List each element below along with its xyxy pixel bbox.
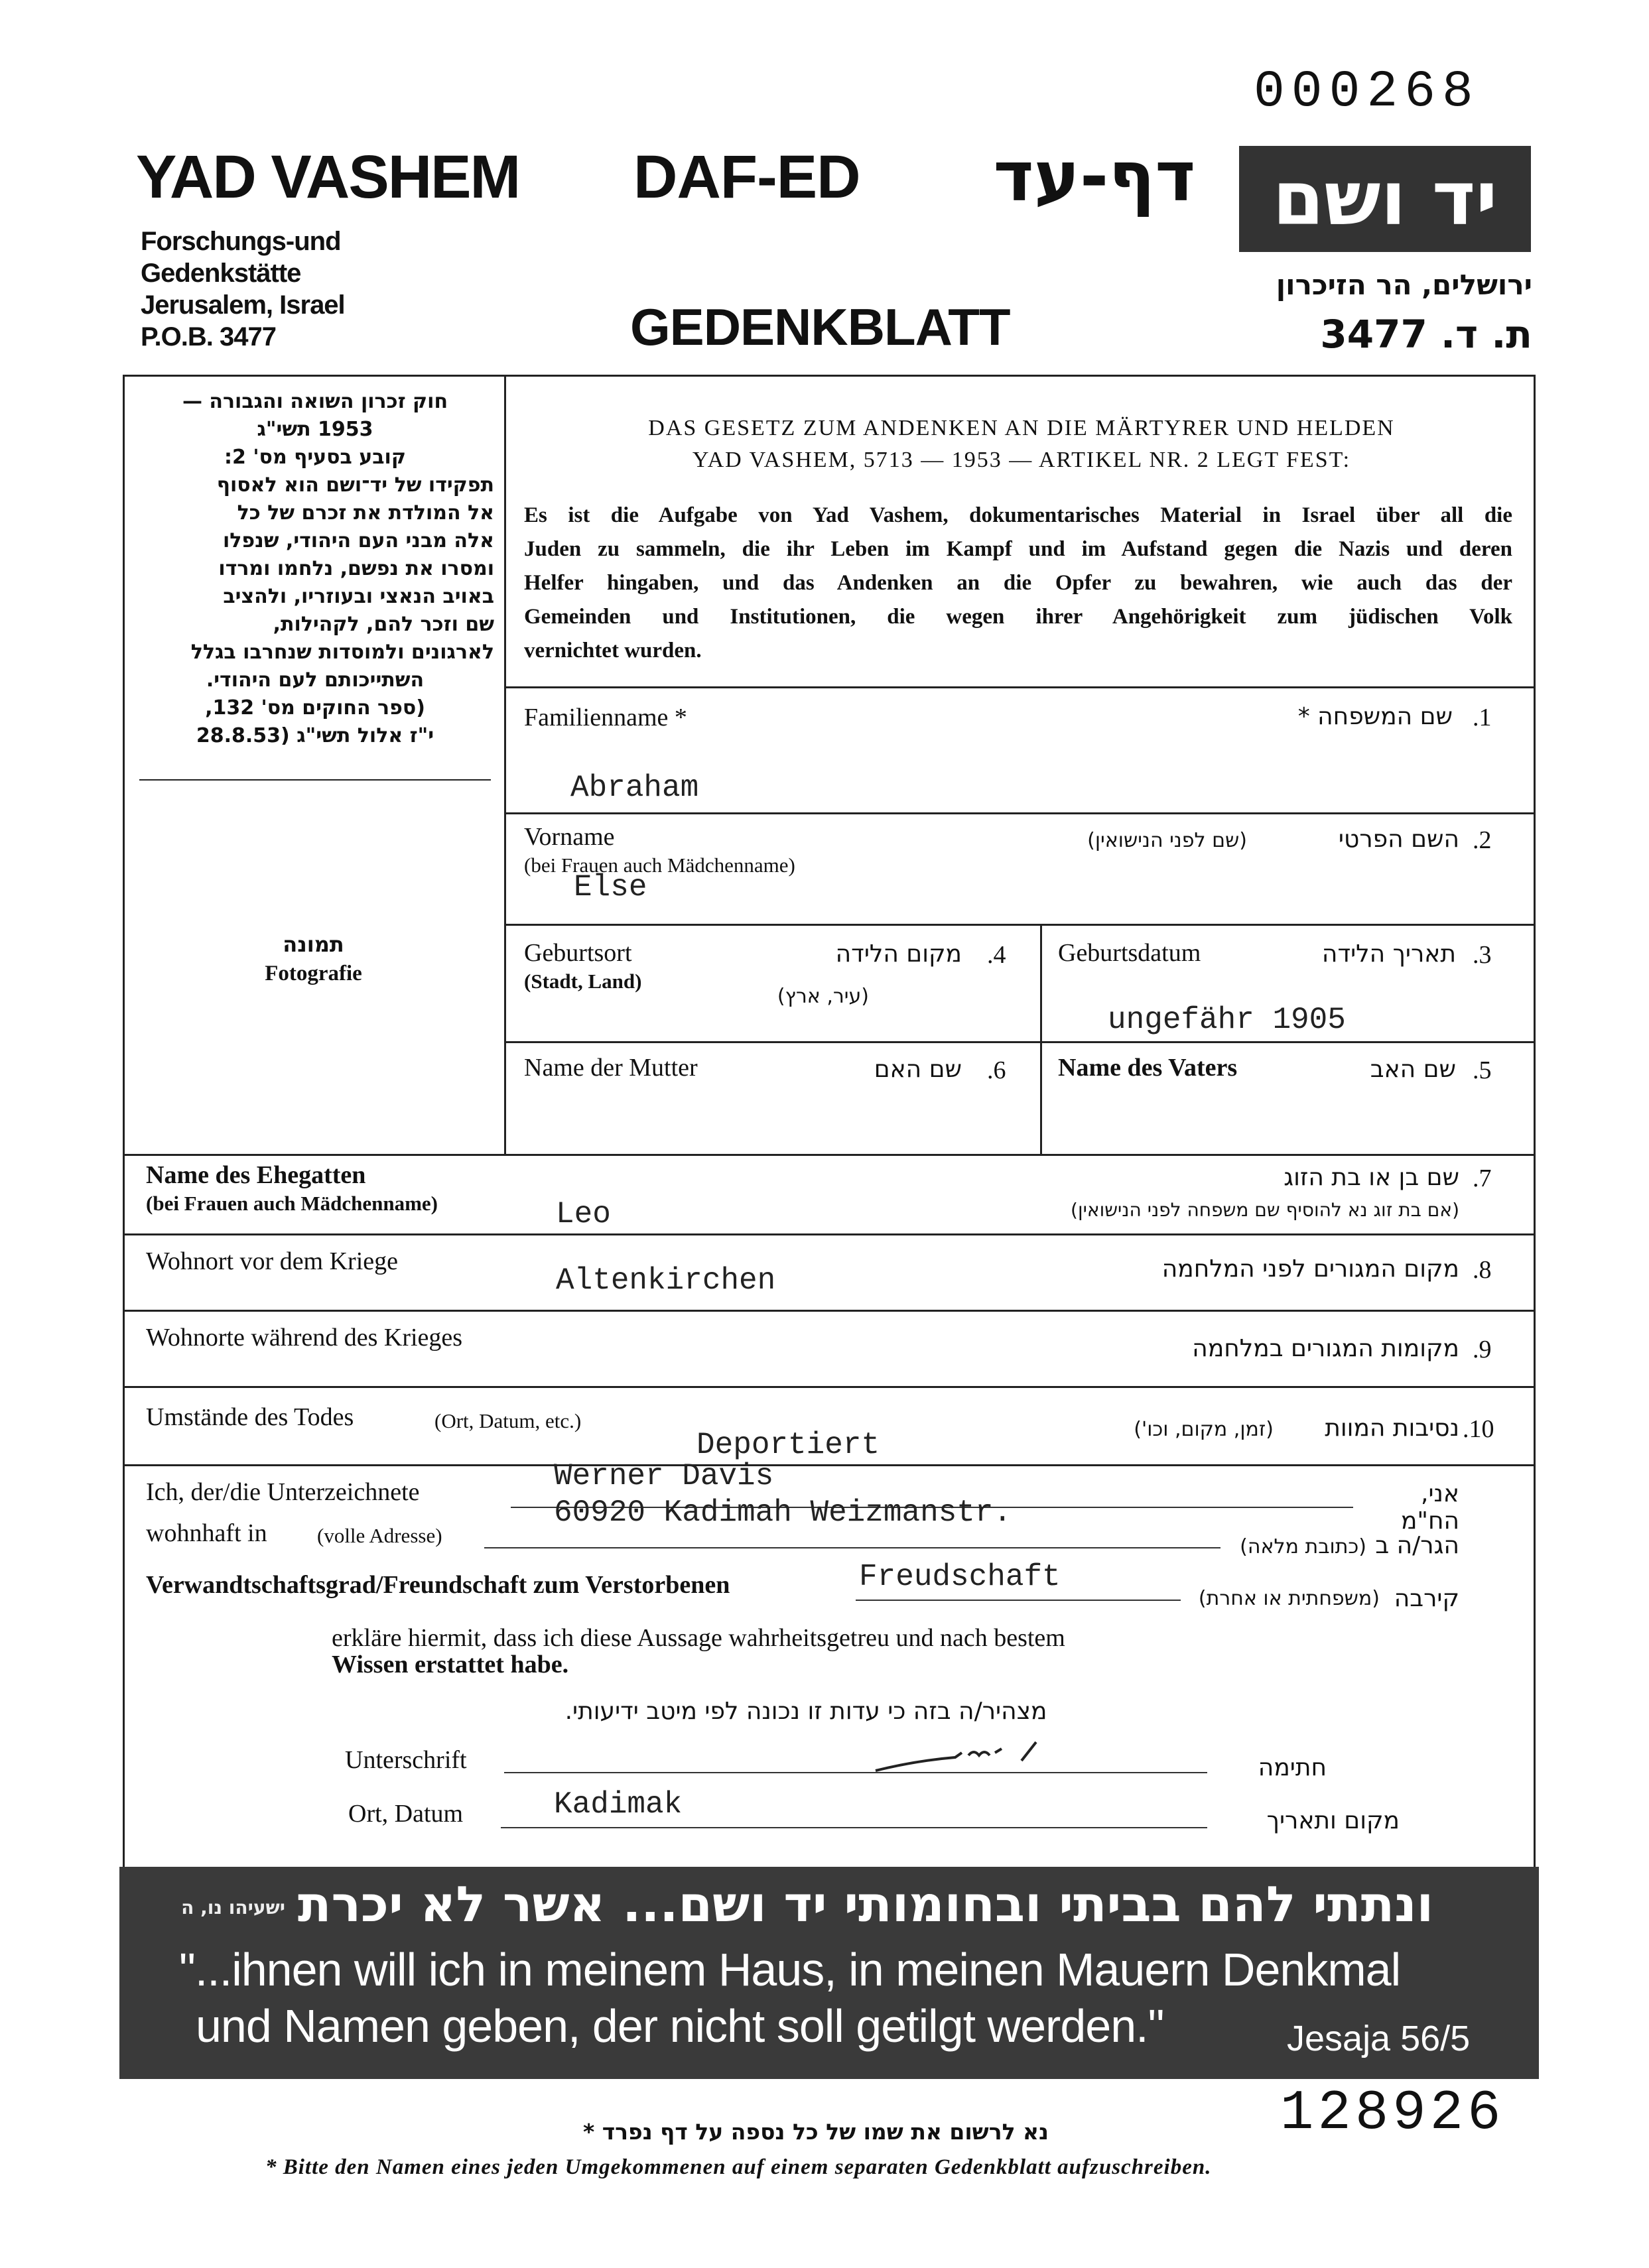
field-number: .5 bbox=[1473, 1056, 1492, 1084]
law-title-line: YAD VASHEM, 5713 — 1953 — ARTIKEL NR. 2 LEGT FEST: bbox=[692, 448, 1351, 472]
spouse-sublabel: (bei Frauen auch Mädchenname) bbox=[146, 1192, 438, 1215]
place-date-value: Kadimak bbox=[554, 1787, 683, 1822]
field-number: .9 bbox=[1473, 1336, 1492, 1363]
photo-label-de: Fotografie bbox=[265, 962, 362, 985]
birth-date-value: ungefähr 1905 bbox=[1108, 1003, 1346, 1037]
law-line: קובע בסעיף מס' 2: bbox=[224, 446, 406, 469]
field-number: .7 bbox=[1473, 1165, 1492, 1192]
field-number: .6 bbox=[987, 1056, 1006, 1084]
death-label: Umstände des Todes bbox=[146, 1403, 354, 1431]
field-number: .2 bbox=[1473, 826, 1492, 854]
residence-during-label-he: מקומות המגורים במלחמה bbox=[1192, 1335, 1459, 1362]
law-line: (ספר החוקים מס' 132, bbox=[205, 696, 425, 720]
relation-label: Verwandtschaftsgrad/Freundschaft zum Verstorbenen bbox=[146, 1571, 730, 1599]
document-number: 000268 bbox=[1254, 63, 1480, 121]
row-divider bbox=[504, 686, 1536, 688]
declarant-name-label: Ich, der/die Unterzeichnete bbox=[146, 1478, 420, 1506]
family-name-label: Familienname * bbox=[524, 704, 687, 731]
logo-text: יד ושם bbox=[1272, 156, 1498, 242]
field-number: .10 bbox=[1463, 1415, 1494, 1443]
law-text-line: Es ist die Aufgabe von Yad Vashem, dokumentarisches Material in Israel über all die bbox=[524, 503, 1512, 527]
law-line: באויב הנאצי ובעוזריו, ולהציב bbox=[223, 585, 494, 608]
family-name-label-he: שם המשפחה * bbox=[1297, 703, 1453, 730]
banner-quote-he: ונתתי להם בביתי ובחומותי יד ושם... אשר לא יכרת bbox=[297, 1876, 1434, 1933]
relation-line bbox=[856, 1600, 1181, 1601]
row-divider bbox=[123, 1233, 1536, 1235]
statement-line-2: Wissen erstattet habe. bbox=[332, 1651, 569, 1678]
banner-quote-de-1: "...ihnen will ich in meinem Haus, in meinen Mauern Denkmal bbox=[179, 1944, 1401, 1995]
law-line: ומסרו את נפשם, נלחמו ומרדו bbox=[218, 557, 494, 580]
first-name-sublabel: (bei Frauen auch Mädchenname) bbox=[524, 853, 795, 877]
row-divider bbox=[123, 1386, 1536, 1388]
declarant-address-label: wohnhaft in bbox=[146, 1519, 267, 1547]
declarant-address-sublabel-he: (כתובת מלאה) bbox=[1240, 1535, 1366, 1558]
row-divider bbox=[123, 1310, 1536, 1312]
mother-label-he: שם האם bbox=[874, 1056, 962, 1083]
statement-line-1: erkläre hiermit, dass ich diese Aussage wahrheitsgetreu und nach bestem bbox=[332, 1624, 1065, 1652]
law-box-underline bbox=[139, 779, 491, 781]
law-line: אל המולדת את זכרם של כל bbox=[237, 501, 494, 525]
statement-he: מצהיר/ה בזה כי עדות זו נכונה לפי מיטב ידיעותי. bbox=[564, 1698, 1047, 1725]
spouse-value: Leo bbox=[556, 1197, 611, 1231]
law-line: י"ז אלול תשי"ג (28.8.53 bbox=[196, 724, 434, 747]
first-name-value: Else bbox=[574, 870, 647, 905]
form-top-border bbox=[123, 375, 1536, 377]
banner-ref-he: ישעיהו נו, ה bbox=[181, 1897, 285, 1919]
law-text-line: Helfer hingaben, und das Andenken an die Opfer zu bewahren, wie auch das der bbox=[524, 571, 1512, 595]
birth-place-label-he: מקום הלידה bbox=[835, 940, 962, 968]
birth-place-sublabel-he: (עיר, ארץ) bbox=[777, 985, 869, 1008]
first-name-sublabel-he: (שם לפני הנישואין) bbox=[1087, 829, 1247, 852]
law-text-de bbox=[524, 499, 1512, 668]
cell-divider bbox=[1040, 924, 1042, 1154]
birth-place-label: Geburtsort bbox=[524, 939, 632, 967]
law-line: לארגונים ולמוסדות שנחרבו בגלל bbox=[190, 641, 494, 664]
relation-value: Freudschaft bbox=[859, 1560, 1061, 1594]
address-line: Forschungs-und bbox=[141, 227, 341, 256]
law-text-line: Juden zu sammeln, die ihr Leben im Kampf und im Aufstand gegen die Nazis und deren bbox=[524, 537, 1512, 561]
mother-label: Name der Mutter bbox=[524, 1054, 698, 1082]
law-title-line: DAS GESETZ ZUM ANDENKEN AN DIE MÄRTYRER UND HELDEN bbox=[648, 416, 1395, 440]
birth-date-label: Geburtsdatum bbox=[1058, 939, 1201, 967]
row-divider bbox=[504, 1041, 1536, 1043]
declarant-name-value: Werner Davis bbox=[554, 1459, 774, 1493]
spouse-sublabel-he: (אם בת זוג נא להוסיף שם משפחה לפני הנישואין) bbox=[1071, 1199, 1459, 1221]
residence-before-value: Altenkirchen bbox=[556, 1263, 776, 1298]
field-number: .8 bbox=[1473, 1256, 1492, 1284]
row-divider bbox=[123, 1464, 1536, 1466]
footer-number: 128926 bbox=[1280, 2082, 1505, 2145]
banner-quote-de-2: und Namen geben, der nicht soll getilgt werden." bbox=[196, 2000, 1164, 2052]
residence-before-label-he: מקום המגורים לפני המלחמה bbox=[1161, 1255, 1459, 1283]
declarant-address-sublabel: (volle Adresse) bbox=[317, 1524, 442, 1547]
law-title-de bbox=[524, 412, 1519, 476]
law-text-line: vernichtet wurden. bbox=[524, 639, 702, 662]
address-line: Jerusalem, Israel bbox=[141, 290, 345, 320]
row-divider bbox=[123, 1154, 1536, 1156]
family-name-value: Abraham bbox=[570, 771, 699, 805]
declarant-address-line bbox=[484, 1547, 1220, 1548]
father-label-he: שם האב bbox=[1370, 1056, 1456, 1083]
signature-label-he: חתימה bbox=[1258, 1754, 1327, 1781]
death-label-he: נסיבות המוות bbox=[1325, 1415, 1459, 1442]
row-divider bbox=[504, 812, 1536, 814]
logo-block bbox=[1239, 146, 1531, 252]
law-line: 1953 תשי"ג bbox=[257, 418, 373, 441]
declarant-address-label-he: הגר/ה ב bbox=[1375, 1532, 1459, 1559]
declarant-address-value: 60920 Kadimah Weizmanstr. bbox=[554, 1495, 1012, 1530]
address-line: Gedenkstätte bbox=[141, 259, 301, 288]
spouse-label-he: שם בן או בת הזוג bbox=[1284, 1164, 1459, 1191]
gedenkblatt-title: GEDENKBLATT bbox=[630, 298, 1010, 356]
photo-label-he: תמונה bbox=[283, 932, 344, 957]
death-sublabel: (Ort, Datum, etc.) bbox=[434, 1409, 582, 1432]
relation-sublabel-he: (משפחתית או אחרת) bbox=[1198, 1587, 1380, 1610]
form-right-border bbox=[1534, 375, 1536, 1867]
signature-label: Unterschrift bbox=[345, 1746, 467, 1774]
form-title-he: דף-עד bbox=[993, 136, 1196, 217]
form-title-de: DAF-ED bbox=[633, 143, 860, 211]
footer-note-de: * Bitte den Namen eines jeden Umgekommenen auf einem separaten Gedenkblatt aufzuschreiben. bbox=[265, 2155, 1212, 2179]
row-divider bbox=[504, 924, 1536, 926]
banner-ref-de: Jesaja 56/5 bbox=[1287, 2019, 1471, 2058]
field-number: .1 bbox=[1473, 704, 1492, 731]
place-date-label: Ort, Datum bbox=[348, 1800, 464, 1828]
death-sublabel-he: (זמן, מקום, וכו') bbox=[1134, 1418, 1274, 1441]
law-line: אלה מבני העם היהודי, שנפלו bbox=[222, 529, 494, 552]
place-date-line bbox=[501, 1827, 1207, 1828]
form-left-border bbox=[123, 375, 125, 1867]
signature-line bbox=[504, 1772, 1207, 1773]
law-line: תפקידו של יד־ושם הוא לאסוף bbox=[216, 473, 494, 497]
declarant-name-label-he: אני, הח"מ bbox=[1400, 1480, 1459, 1535]
law-line: חוק זכרון השואה והגבורה — bbox=[182, 390, 448, 413]
residence-before-label: Wohnort vor dem Kriege bbox=[146, 1247, 398, 1275]
field-number: .3 bbox=[1473, 941, 1492, 969]
law-text-he bbox=[136, 388, 494, 750]
address-line: P.O.B. 3477 bbox=[141, 322, 276, 351]
law-line: שם וזכר להם, לקהילות, bbox=[273, 613, 494, 636]
address-he-1: ירושלים, הר הזיכרון bbox=[1276, 269, 1532, 301]
father-label: Name des Vaters bbox=[1058, 1054, 1238, 1082]
birth-place-sublabel: (Stadt, Land) bbox=[524, 970, 642, 993]
photo-column-divider bbox=[504, 375, 506, 1154]
first-name-label-he: השם הפרטי bbox=[1338, 826, 1459, 853]
first-name-label: Vorname bbox=[524, 823, 615, 851]
address-he-2: ת. ד. 3477 bbox=[1320, 312, 1532, 357]
place-date-label-he: מקום ותאריך bbox=[1266, 1807, 1400, 1834]
footer-note-he: נא לרשום את שמו של כל נספה על דף נפרד * bbox=[582, 2119, 1049, 2145]
field-number: .4 bbox=[987, 941, 1006, 969]
relation-label-he: קירבה bbox=[1394, 1585, 1459, 1612]
spouse-label: Name des Ehegatten bbox=[146, 1161, 366, 1189]
birth-date-label-he: תאריך הלידה bbox=[1321, 940, 1456, 968]
address-block bbox=[141, 225, 345, 353]
signature-scribble bbox=[862, 1734, 1075, 1787]
death-value: Deportiert bbox=[696, 1428, 880, 1462]
law-line: השתייכותם לעם היהודי. bbox=[206, 668, 425, 692]
law-text-line: Gemeinden und Institutionen, die wegen ihrer Angehörigkeit zum jüdischen Volk bbox=[524, 605, 1512, 629]
org-name: YAD VASHEM bbox=[136, 143, 520, 211]
quote-banner bbox=[119, 1867, 1539, 2079]
residence-during-label: Wohnorte während des Krieges bbox=[146, 1324, 463, 1352]
